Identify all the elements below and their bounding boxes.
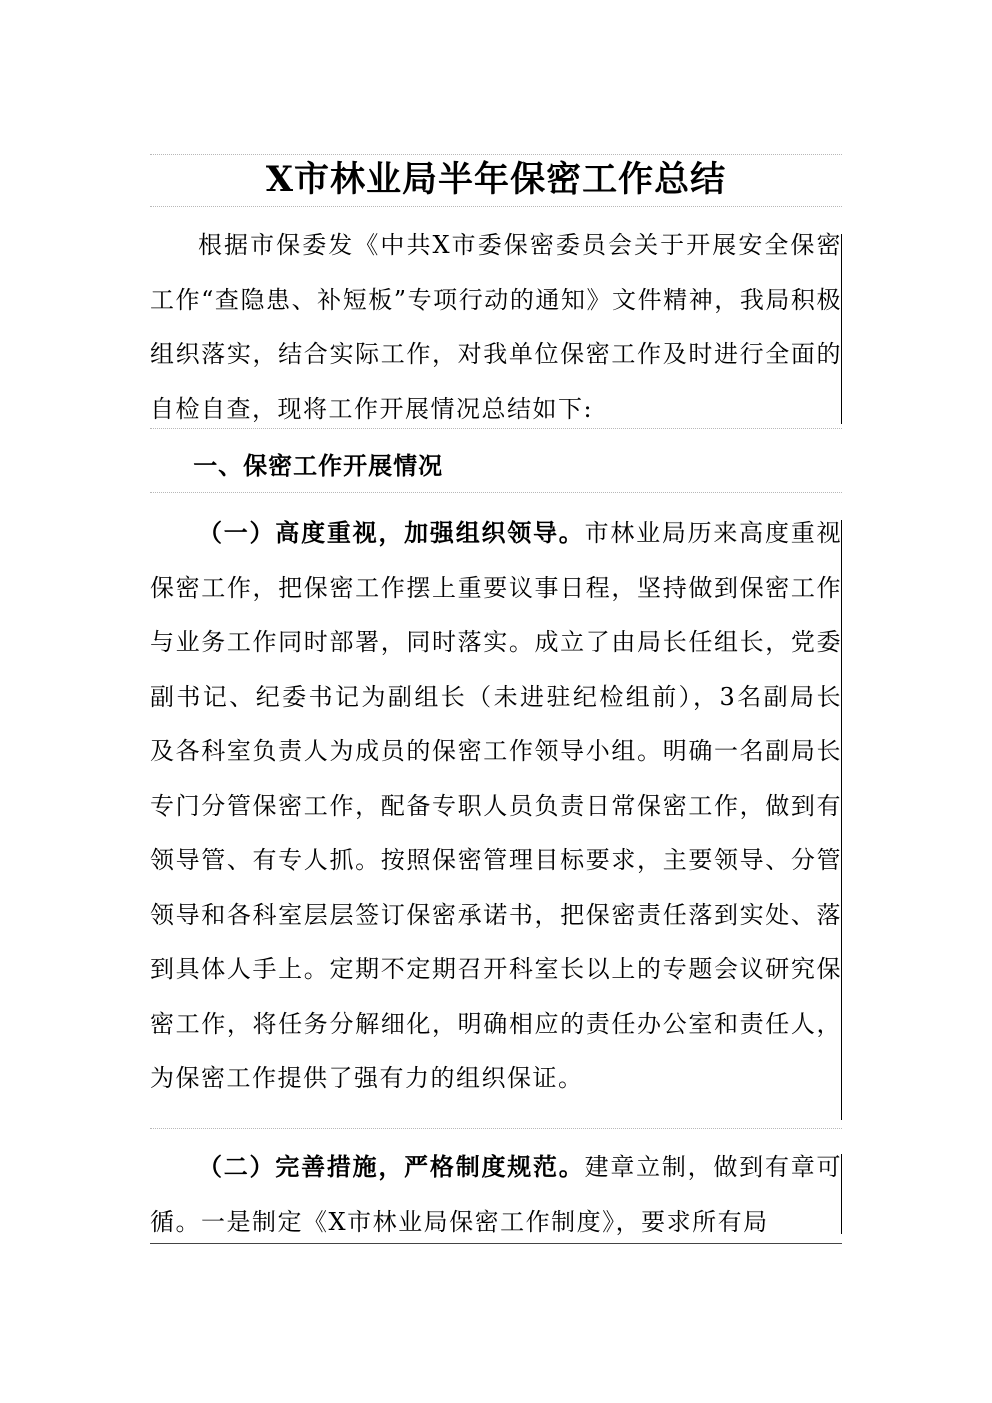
- subsection-1-body: 市林业局历来高度重视保密工作，把保密工作摆上重要议事日程，坚持做到保密工作与业务工作同时部署，同时落实。成立了由局长任组长，党委副书记、纪委书记为副组长（未进驻纪检组前），3名副局长及各科室负责人为成员的保密工作领导小组。明确一名副局长专门分管保密工作，配备专职人员负责日常保密工作，做到有领导管、有专人抓。按照保密管理目标要求，主要领导、分管领导和各科室层层签订保密承诺书，把保密责任落到实处、落到具体人手上。定期不定期召开科室长以上的专题会议研究保密工作，将任务分解细化，明确相应的责任办公室和责任人，为保密工作提供了强有力的组织保证。: [150, 519, 842, 1092]
- document-title: X市林业局半年保密工作总结: [265, 159, 727, 200]
- intro-divider: [150, 428, 842, 429]
- page-bottom-rule: [150, 1243, 842, 1244]
- intro-paragraph: 根据市保委发《中共X市委保密委员会关于开展安全保密工作“查隐患、补短板”专项行动的通知》文件精神，我局积极组织落实，结合实际工作，对我单位保密工作及时进行全面的自检自查，现将工作开展情况总结如下:: [150, 231, 842, 423]
- subsection-1-margin-marks: [839, 520, 842, 1120]
- subsection-2-lead: （二）完善措施，严格制度规范。: [198, 1152, 585, 1181]
- subsection-1-lead: （一）高度重视，加强组织领导。: [198, 518, 585, 547]
- subsection-2-margin-marks: [839, 1154, 842, 1234]
- document-page: [150, 150, 842, 1250]
- section-1-heading: 一、保密工作开展情况: [193, 451, 444, 480]
- subsection-1-paragraph: [150, 506, 842, 1106]
- header-rule: [150, 154, 842, 155]
- subsection-2-body: 建章立制，做到有章可循。一是制定《X市林业局保密工作制度》，要求所有局: [150, 1153, 842, 1236]
- subsection-1-divider: [150, 1128, 842, 1129]
- heading-divider: [150, 492, 842, 493]
- subsection-2-paragraph: [150, 1140, 842, 1249]
- intro-margin-marks: [839, 234, 842, 424]
- title-divider: [150, 206, 842, 207]
